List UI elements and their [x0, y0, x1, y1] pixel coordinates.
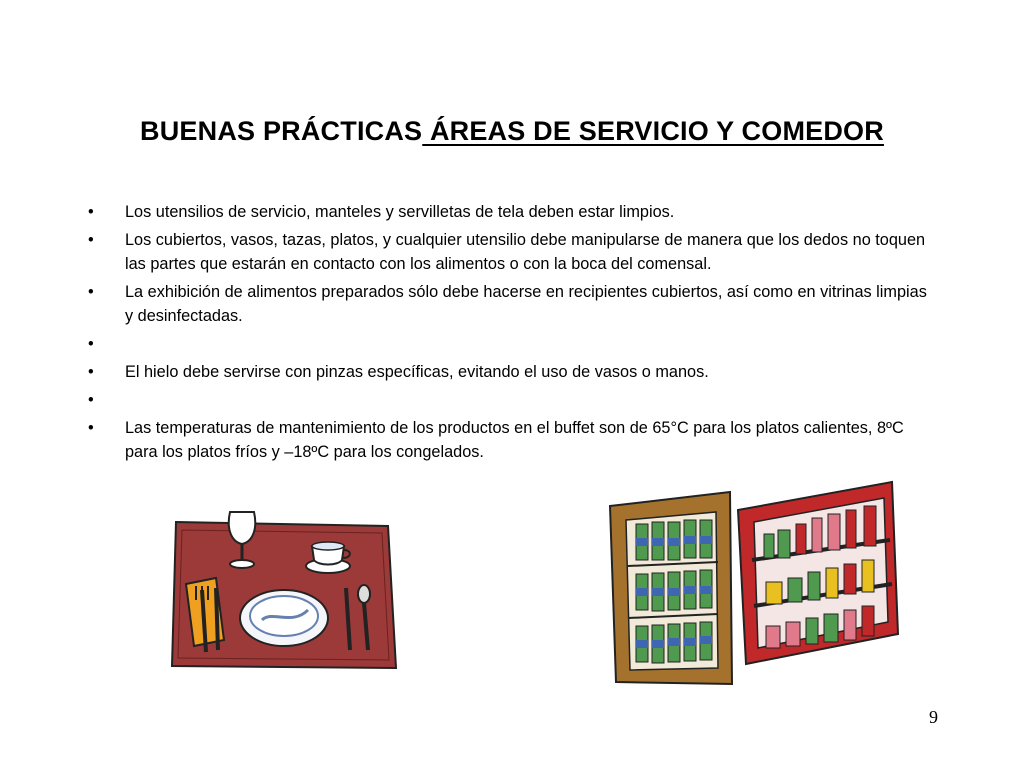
bullet-marker: •: [88, 335, 94, 353]
bullet-item: [88, 360, 938, 384]
title-part-1: BUENAS PRÁCTICAS: [140, 116, 423, 146]
refrigerator-shelves-illustration: [606, 478, 906, 688]
bullet-marker: •: [88, 231, 94, 249]
bullet-item-empty: [88, 388, 938, 412]
slide-title: [0, 116, 1024, 147]
table-setting-illustration: [168, 500, 403, 675]
bullet-marker: •: [88, 283, 94, 301]
bullet-marker: •: [88, 363, 94, 381]
bullet-text: Las temperaturas de mantenimiento de los productos en el buffet son de 65°C para los platos calientes, 8ºC para los platos fríos y –18ºC para los congelados.: [125, 419, 904, 461]
bullet-item: [88, 228, 938, 276]
bullet-item: [88, 200, 938, 224]
bullet-marker: •: [88, 419, 94, 437]
bullet-item: [88, 416, 938, 464]
bullet-text: Los utensilios de servicio, manteles y servilletas de tela deben estar limpios.: [125, 203, 675, 221]
title-part-2-underlined: ÁREAS DE SERVICIO Y COMEDOR: [422, 116, 884, 146]
page-number: 9: [929, 707, 938, 727]
bullet-text: Los cubiertos, vasos, tazas, platos, y cualquier utensilio debe manipularse de manera que los dedos no toquen las partes que estarán en contacto con los alimentos o con la boca del comensal.: [125, 231, 926, 273]
bullet-marker: •: [88, 203, 94, 221]
bullet-list: [88, 200, 938, 468]
bullet-item-empty: [88, 332, 938, 356]
bullet-marker: •: [88, 391, 94, 409]
bullet-item: [88, 280, 938, 328]
bullet-text: El hielo debe servirse con pinzas específicas, evitando el uso de vasos o manos.: [125, 363, 709, 381]
bullet-text: La exhibición de alimentos preparados sólo debe hacerse en recipientes cubiertos, así como en vitrinas limpias y desinfectadas.: [125, 283, 927, 325]
